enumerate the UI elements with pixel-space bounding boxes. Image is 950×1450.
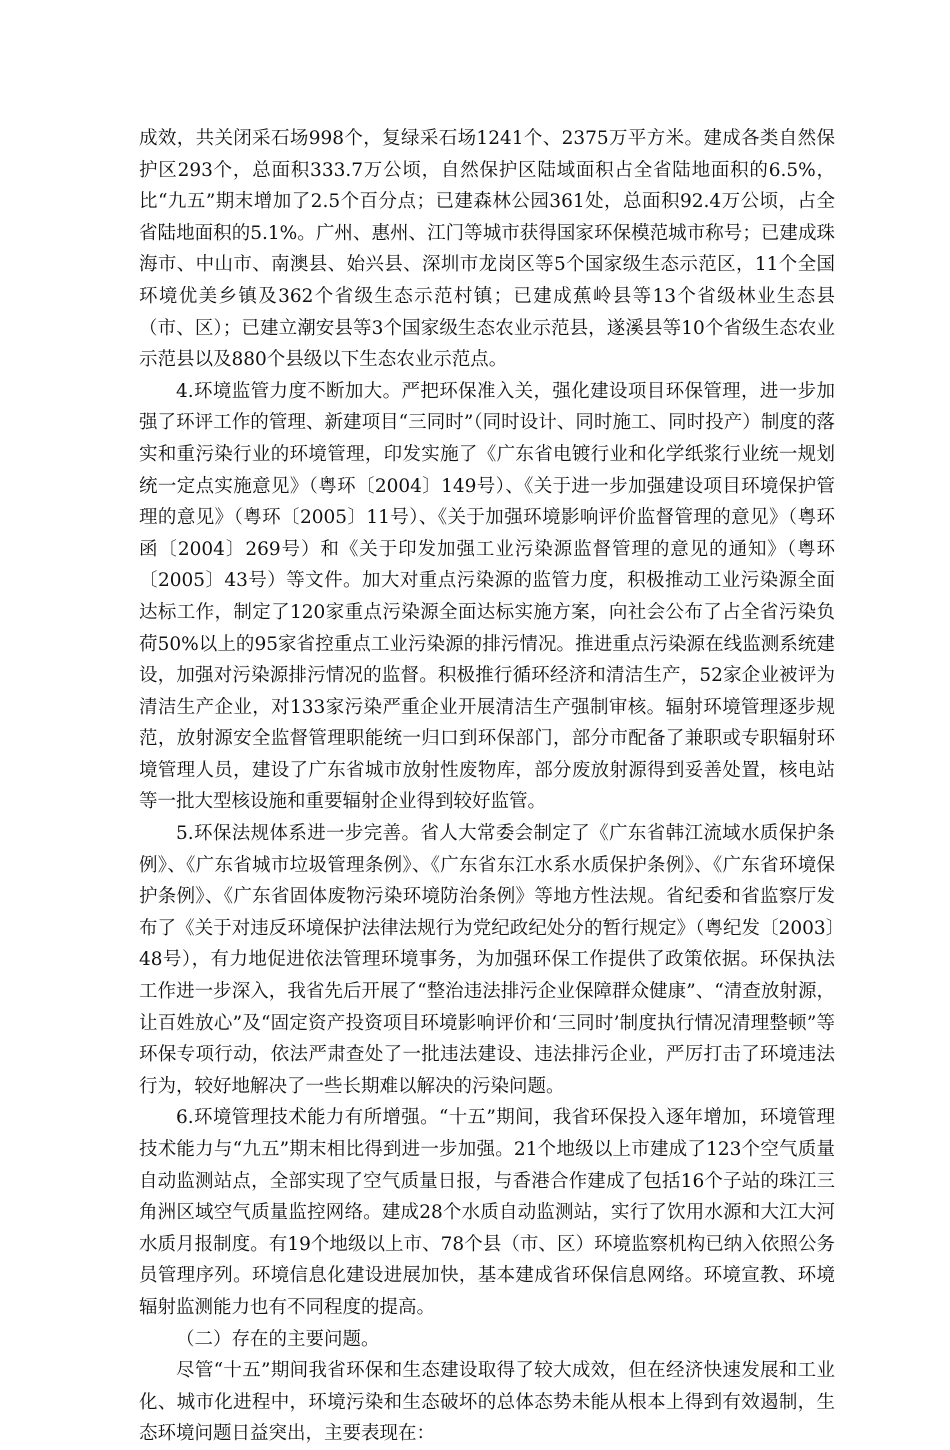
document-body [139,123,835,1450]
paragraph-problems-intro: 尽管“十五”期间我省环保和生态建设取得了较大成效，但在经济快速发展和工业化、城市化进程中，环境污染和生态破坏的总体态势未能从根本上得到有效遏制，生态环境问题日益突出，主要表现在： [139,1360,835,1445]
paragraph-item-5: 5.环保法规体系进一步完善。省人大常委会制定了《广东省韩江流域水质保护条例》、《广东省城市垃圾管理条例》、《广东省东江水系水质保护条例》、《广东省环境保护条例》、《广东省固体废物污染环境防治条例》等地方性法规。省纪委和省监察厅发布了《关于对违反环境保护法律法规行为党纪政纪处分的暂行规定》（粤纪发〔2003〕48号），有力地促进依法管理环境事务，为加强环保工作提供了政策依据。环保执法工作进一步深入，我省先后开展了“整治违法排污企业保障群众健康”、“清查放射源，让百姓放心”及“固定资产投资项目环境影响评价和‘三同时’制度执行情况清理整顿”等环保专项行动，依法严肃查处了一批违法建设、违法排污企业，严厉打击了环境违法行为，较好地解决了一些长期难以解决的污染问题。 [139,823,835,1097]
paragraph-item-4: 4.环境监管力度不断加大。严把环保准入关，强化建设项目环保管理，进一步加强了环评工作的管理、新建项目“三同时”（同时设计、同时施工、同时投产）制度的落实和重污染行业的环境管理，印发实施了《广东省电镀行业和化学纸浆行业统一规划统一定点实施意见》（粤环〔2004〕149号）、《关于进一步加强建设项目环境保护管理的意见》（粤环〔2005〕11号）、《关于加强环境影响评价监督管理的意见》（粤环函〔2004〕269号）和《关于印发加强工业污染源监督管理的意见的通知》（粤环〔2005〕43号）等文件。加大对重点污染源的监管力度，积极推动工业污染源全面达标工作，制定了120家重点污染源全面达标实施方案，向社会公布了占全省污染负荷50%以上的95家省控重点工业污染源的排污情况。推进重点污染源在线监测系统建设，加强对污染源排污情况的监督。积极推行循环经济和清洁生产，52家企业被评为清洁生产企业，对133家污染严重企业开展清洁生产强制审核。辐射环境管理逐步规范，放射源安全监督管理职能统一归口到环保部门，部分市配备了兼职或专职辐射环境管理人员，建设了广东省城市放射性废物库，部分废放射源得到妥善处置，核电站等一批大型核设施和重要辐射企业得到较好监管。 [139,380,835,813]
paragraph-continuation: 成效，共关闭采石场998个，复绿采石场1241个、2375万平方米。建成各类自然保护区293个，总面积333.7万公顷，自然保护区陆域面积占全省陆地面积的6.5%，比“九五”期末增加了2.5个百分点；已建森林公园361处，总面积92.4万公顷，占全省陆地面积的5.1%。广州、惠州、江门等城市获得国家环保模范城市称号；已建成珠海市、中山市、南澳县、始兴县、深圳市龙岗区等5个国家级生态示范区，11个全国环境优美乡镇及362个省级生态示范村镇；已建成蕉岭县等13个省级林业生态县（市、区）；已建立潮安县等3个国家级生态农业示范县，遂溪县等10个省级生态农业示范县以及880个县级以下生态农业示范点。 [139,128,835,371]
paragraph-item-6: 6.环境管理技术能力有所增强。“十五”期间，我省环保投入逐年增加，环境管理技术能力与“九五”期末相比得到进一步加强。21个地级以上市建成了123个空气质量自动监测站点，全部实现了空气质量日报，与香港合作建成了包括16个子站的珠江三角洲区域空气质量监控网络。建成28个水质自动监测站，实行了饮用水源和大江大河水质月报制度。有19个地级以上市、78个县（市、区）环境监察机构已纳入依照公务员管理序列。环境信息化建设进展加快，基本建成省环保信息网络。环境宣教、环境辐射监测能力也有不同程度的提高。 [139,1107,835,1318]
section-heading: （二）存在的主要问题。 [176,1328,380,1350]
